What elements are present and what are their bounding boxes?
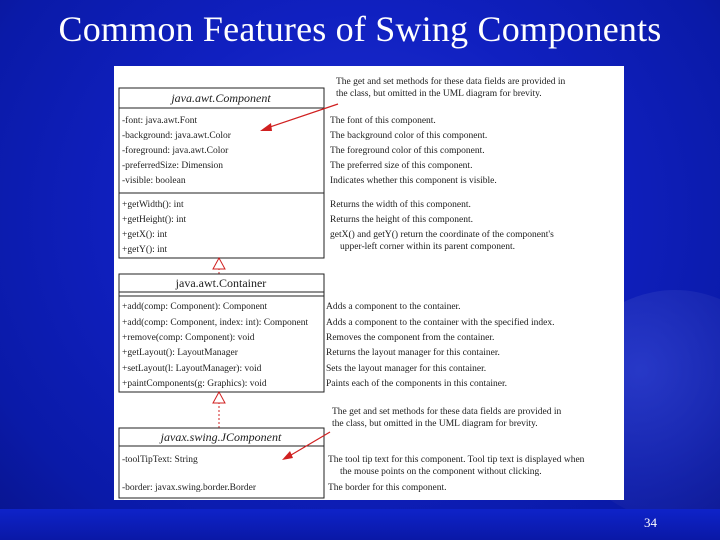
middle-note-line-2: the class, but omitted in the UML diagram for brevity. [332, 419, 538, 429]
jcomponent-field: -border: javax.swing.border.Border [122, 483, 257, 493]
component-method: +getHeight(): int [122, 215, 187, 225]
inheritance-arrow-jcomponent [213, 392, 225, 428]
component-field: -background: java.awt.Color [122, 131, 231, 141]
component-method-note: Returns the width of this component. [330, 200, 471, 210]
jcomponent-field: -toolTipText: String [122, 455, 198, 465]
middle-note-line-1: The get and set methods for these data fields are provided in [332, 407, 562, 417]
component-method: +getY(): int [122, 245, 168, 255]
jcomponent-field-note: The border for this component. [328, 483, 447, 493]
class-component-name: java.awt.Component [171, 91, 271, 105]
component-method-note: Returns the height of this component. [330, 215, 474, 225]
component-method: +getX(): int [122, 230, 168, 240]
container-method: +add(comp: Component, index: int): Component [122, 318, 309, 328]
component-field-note: The foreground color of this component. [330, 146, 485, 156]
component-field-note: Indicates whether this component is visible. [330, 176, 497, 186]
container-method-note: Returns the layout manager for this container. [326, 348, 500, 358]
jcomponent-field-note: The tool tip text for this component. Tool tip text is displayed when [328, 455, 585, 465]
component-method-note: upper-left corner within its parent component. [340, 242, 515, 252]
component-field-note: The preferred size of this component. [330, 161, 473, 171]
jcomponent-field-note: the mouse points on the component without clicking. [340, 467, 542, 477]
container-method-note: Sets the layout manager for this container. [326, 364, 487, 374]
uml-diagram [114, 66, 624, 500]
component-method-note: getX() and getY() return the coordinate of the component's [330, 230, 554, 240]
container-method: +paintComponents(g: Graphics): void [122, 379, 267, 389]
slide-title: Common Features of Swing Components [58, 9, 662, 49]
component-field: -foreground: java.awt.Color [122, 146, 229, 156]
container-method: +setLayout(l: LayoutManager): void [122, 364, 262, 374]
class-jcomponent-name: javax.swing.JComponent [160, 430, 282, 444]
container-method-note: Adds a component to the container with the specified index. [326, 318, 555, 328]
component-field-note: The font of this component. [330, 116, 436, 126]
component-method: +getWidth(): int [122, 200, 184, 210]
container-method: +add(comp: Component): Component [122, 302, 268, 312]
component-field: -visible: boolean [122, 176, 186, 186]
component-field-note: The background color of this component. [330, 131, 488, 141]
uml-diagram-svg [114, 66, 624, 500]
page-number: 34 [644, 515, 657, 530]
component-field: -font: java.awt.Font [122, 116, 198, 126]
container-method-note: Paints each of the components in this container. [326, 379, 507, 389]
class-container-name: java.awt.Container [175, 276, 267, 290]
container-method: +getLayout(): LayoutManager [122, 348, 238, 358]
container-method: +remove(comp: Component): void [122, 333, 255, 343]
top-note-line-1: The get and set methods for these data fields are provided in [336, 77, 566, 87]
class-container [119, 274, 324, 392]
class-jcomponent [119, 428, 324, 498]
component-field: -preferredSize: Dimension [122, 161, 224, 171]
top-note-line-2: the class, but omitted in the UML diagram for brevity. [336, 89, 542, 99]
inheritance-arrow-container [213, 258, 225, 274]
class-component [119, 88, 324, 258]
container-method-note: Removes the component from the container. [326, 333, 495, 343]
container-method-note: Adds a component to the container. [326, 302, 461, 312]
footer-band [0, 509, 720, 540]
